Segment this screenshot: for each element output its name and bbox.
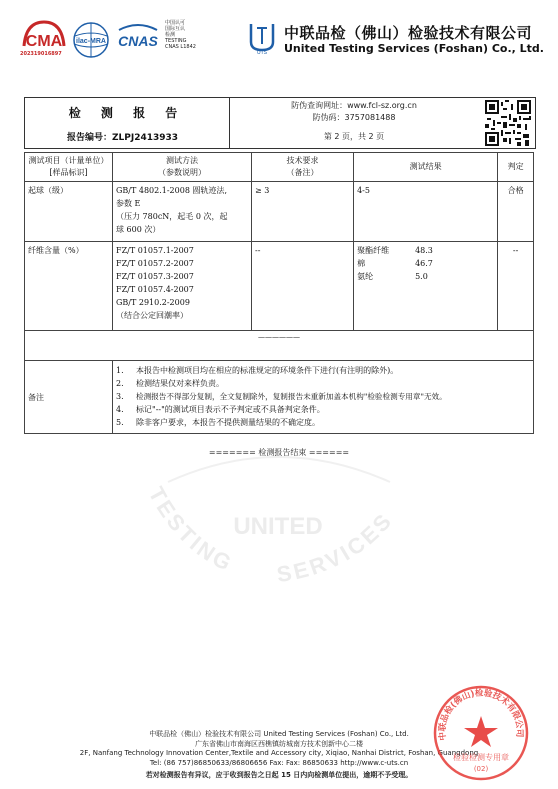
table-header-row	[25, 153, 534, 182]
report-title: 检 测 报 告	[68, 106, 186, 120]
company-seal-stamp	[432, 684, 530, 782]
row-method: FZ/T 01057.1-2007 FZ/T 01057.2-2007 FZ/T 01057.3-2007 FZ/T 01057.4-2007 GB/T 2910.2-2009 （结合公定回潮率）	[113, 242, 252, 331]
watermark-testing: TESTING	[143, 482, 238, 577]
accreditation-text	[165, 20, 196, 50]
ilac-logo-text: ilac-MRA	[76, 38, 106, 45]
remark-item: 标记"--"的测试项目表示不予判定或不具备判定条件。	[136, 405, 325, 414]
page-indicator: 第 2 页，共 2 页	[323, 132, 385, 141]
remark-item: 除非客户要求，本报告不提供测量结果的不确定度。	[136, 418, 321, 427]
report-number-value: ZLPJ2413933	[112, 133, 179, 143]
row-verdict: 合格	[498, 182, 534, 242]
company-name-cn: 中联品检（佛山）检验技术有限公司	[284, 24, 533, 42]
header-test-item: 测试项目（计量单位） [样品标识]	[25, 153, 113, 182]
cnas-logo	[113, 22, 163, 58]
seal-ring-text: 中联品检(佛山)检验技术有限公司	[437, 688, 525, 741]
seal-inner-text: 检验检测专用章	[453, 753, 509, 762]
uts-watermark	[128, 452, 428, 602]
uts-logo-text: UTS	[257, 50, 267, 54]
qr-code[interactable]	[485, 100, 531, 146]
row-requirement: ≥ 3	[252, 182, 354, 242]
svg-text:TESTING	[144, 483, 238, 577]
row-item: 纤维含量（%）	[25, 242, 113, 331]
accreditation-line: 国际互认	[165, 26, 186, 32]
row-result: 4-5	[354, 182, 498, 242]
remarks-label: 备注	[25, 361, 113, 434]
report-end-marker: ======= 检测报告结束 ======	[208, 448, 350, 457]
table-row	[25, 182, 534, 242]
report-title-cell	[25, 98, 230, 148]
separator-line: ——————	[25, 331, 534, 361]
test-results-table	[24, 152, 534, 434]
row-result: 聚酯纤维 48.3 棉 46.7 氨纶 5.0	[354, 242, 498, 331]
footer-address-cn: 广东省佛山市南海区西樵镇纺城南方技术创新中心二楼	[195, 740, 363, 748]
row-requirement: --	[252, 242, 354, 331]
company-name-en: United Testing Services (Foshan) Co., Ltd.	[284, 42, 544, 55]
verify-code: 防伪码：3757081488	[312, 113, 396, 122]
footer-contact: Tel: (86 757)86850633/86806656 Fax: Fax: 86850633 http://www.c-uts.cn	[149, 759, 409, 767]
report-number	[67, 130, 178, 143]
accreditation-line: 中国认可	[165, 20, 186, 26]
header-verdict: 判定	[498, 153, 534, 182]
remarks-list: 1. 本报告中检测项目均在相应的标准规定的环境条件下进行(有注明的除外)。 2. 检测结果仅对来样负责。 3. 检测报告不得部分复制，全文复制除外，复制报告未重新加盖本机构"检验检测专用章"无效。 4. 标记"--"的测试项目表示不予判定或不具备判定条件。 5. 除非客户要求，本报告不提供测量结果的不确定度。	[113, 361, 534, 434]
report-header-box	[24, 97, 536, 149]
ilac-mra-logo	[70, 20, 112, 60]
watermark-united: UNITED	[233, 513, 323, 540]
cma-number: 202319016897	[20, 51, 62, 57]
header-requirement: 技术要求 （备注）	[252, 153, 354, 182]
seal-code: (02)	[473, 765, 489, 773]
header-test-method: 测试方法 （参数说明）	[113, 153, 252, 182]
remark-item: 检测报告不得部分复制，全文复制除外，复制报告未重新加盖本机构"检验检测专用章"无效。	[136, 392, 447, 401]
header-result: 测试结果	[354, 153, 498, 182]
separator-row	[25, 331, 534, 361]
report-meta-cell	[229, 98, 479, 148]
footer-objection-note: 若对检测报告有异议，应于收到报告之日起 15 日内向检测单位提出，逾期不予受理。	[145, 771, 413, 779]
remarks-row	[25, 361, 534, 434]
remark-item: 本报告中检测项目均在相应的标准规定的环境条件下进行(有注明的除外)。	[136, 366, 399, 375]
table-row	[25, 242, 534, 331]
watermark-services: SERVICES	[275, 507, 398, 588]
remark-item: 检测结果仅对来样负责。	[136, 379, 225, 388]
row-verdict: --	[498, 242, 534, 331]
cnas-logo-text: CNAS	[118, 33, 158, 49]
footer-address-en: 2F, Nanfang Technology Innovation Center,Textile and Accessory city, Xiqiao, Nanhai District, Foshan, Guangdong	[79, 749, 479, 757]
footer-company: 中联品检（佛山）检验技术有限公司 United Testing Services (Foshan) Co., Ltd.	[149, 730, 409, 738]
accreditation-line: 检测	[165, 32, 176, 38]
accreditation-line: TESTING	[165, 38, 187, 44]
accreditation-line: CNAS L1842	[165, 44, 196, 50]
cma-logo-text: CMA	[25, 33, 63, 50]
report-number-label: 报告编号：	[67, 133, 113, 143]
uts-logo	[245, 20, 279, 54]
seal-star-icon	[464, 716, 498, 747]
verify-url: 防伪查询网址：www.fcl-sz.org.cn	[291, 101, 417, 110]
row-method: GB/T 4802.1-2008 圆轨迹法, 参数 E （压力 780cN，起毛 0 次，起 球 600 次）	[113, 182, 252, 242]
row-item: 起球（级）	[25, 182, 113, 242]
